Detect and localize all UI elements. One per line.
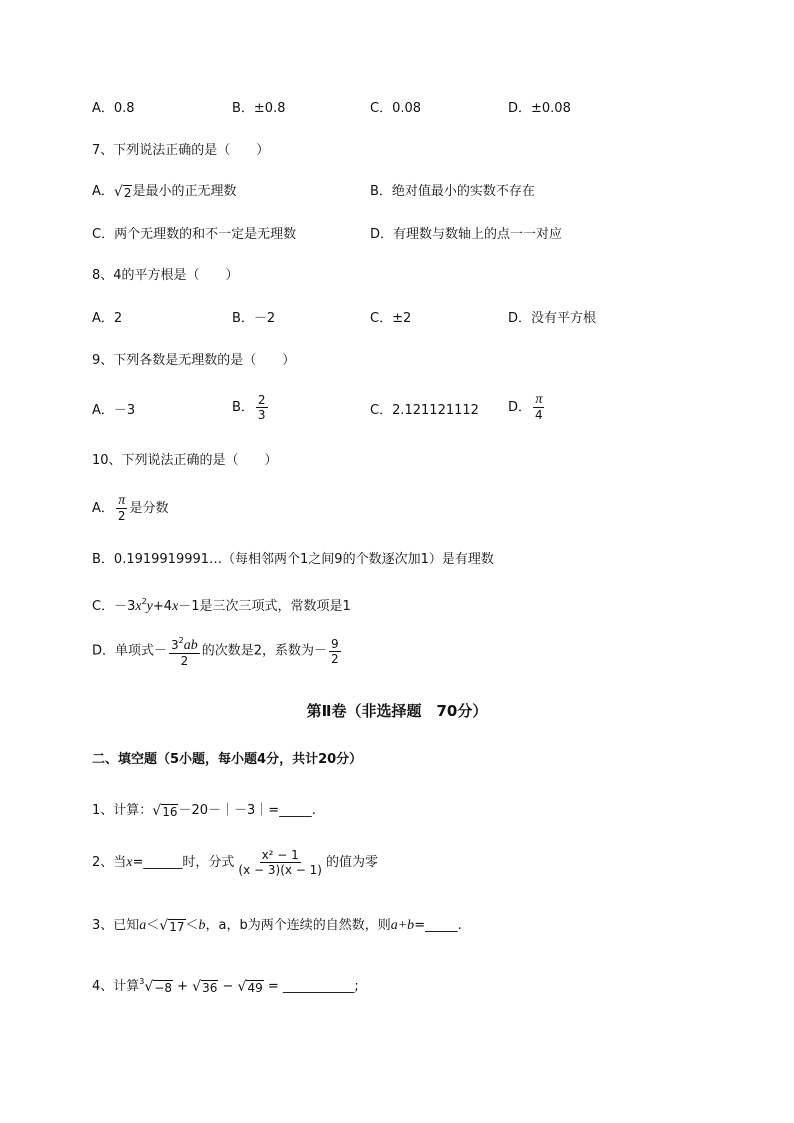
q9-stem: 9、下列各数是无理数的是（ ） bbox=[92, 353, 296, 368]
fill-question-3: 3、已知a＜ √ 17 ＜b，a，b为两个连续的自然数，则a+b=_____. bbox=[92, 917, 462, 934]
q7-option-a: A． √ 2 是最小的正无理数 bbox=[92, 183, 237, 200]
q10-option-a: A． $\frac{\pi}{2}$ 是分数 bbox=[92, 493, 169, 523]
q6-option-c: C．0.08 bbox=[370, 101, 422, 116]
section2-title: 二、填空题（5小题，每小题4分，共计20分） bbox=[92, 752, 363, 767]
q8-option-b: B．－2 bbox=[232, 311, 276, 326]
fill-question-4: 4、计算$^3$ √ −8 + √ 36 − √ 49 = ___________; bbox=[92, 977, 359, 995]
q6-option-d: D．±0.08 bbox=[508, 101, 571, 116]
fraction: $\frac{9}{2}$ bbox=[331, 636, 339, 666]
q7-option-d: D．有理数与数轴上的点一一对应 bbox=[370, 227, 563, 242]
q8-option-a: A．2 bbox=[92, 311, 123, 326]
fraction: $\frac{3^2ab}{2}$ bbox=[171, 636, 198, 668]
q8-stem: 8、4的平方根是（ ） bbox=[92, 268, 239, 283]
fraction: $\frac{\text{x² − 1}}{(x - 3)(x - 1)}$ bbox=[238, 848, 322, 877]
q9-option-b: B． $\frac{2}{3}$ bbox=[232, 393, 266, 422]
q10-option-d: D．单项式－ $\frac{3^2ab}{2}$ 的次数是2，系数为－ $\frac{9}{2}$ bbox=[92, 636, 339, 668]
fill-question-2: 2、当x=______时，分式 $\frac{\text{x² − 1}}{(x - 3)(x - 1)}$ 的值为零 bbox=[92, 848, 378, 877]
q7-stem: 7、下列说法正确的是（ ） bbox=[92, 143, 270, 158]
fill-question-1: 1、计算： √ 16 －20－｜－3｜=_____. bbox=[92, 802, 316, 819]
q7-option-b: B．绝对值最小的实数不存在 bbox=[370, 184, 535, 199]
q6-option-a: A．0.8 bbox=[92, 101, 135, 116]
q6-option-b: B．±0.8 bbox=[232, 101, 286, 116]
q10-option-c: C．$-3x^2y+4x-1$是三次三项式，常数项是1 bbox=[92, 597, 351, 614]
q10-stem: 10、下列说法正确的是（ ） bbox=[92, 453, 278, 468]
sqrt-expression: √ 2 bbox=[113, 183, 132, 200]
sqrt-expression: √ 36 bbox=[192, 978, 218, 995]
fraction: $\frac{\pi}{4}$ bbox=[535, 392, 543, 422]
cube-root-expression: √ −8 bbox=[144, 978, 172, 995]
part2-title: 第Ⅱ卷（非选择题 70分） bbox=[306, 702, 488, 720]
sqrt-expression: √ 49 bbox=[237, 978, 263, 995]
q9-option-d: D． $\frac{\pi}{4}$ bbox=[508, 392, 543, 422]
q9-option-c: C．2.121121112 bbox=[370, 403, 479, 418]
fraction: $\frac{2}{3}$ bbox=[257, 393, 266, 422]
sqrt-expression: √ 17 bbox=[159, 917, 185, 934]
fraction: $\frac{\pi}{2}$ bbox=[117, 493, 126, 523]
q9-option-a: A．－3 bbox=[92, 403, 136, 418]
sqrt-expression: √ 16 bbox=[152, 802, 178, 819]
q10-option-b: B．0.1919919991…（每相邻两个1之间9的个数逐次加1）是有理数 bbox=[92, 552, 494, 567]
q8-option-d: D．没有平方根 bbox=[508, 311, 597, 326]
q7-option-c: C．两个无理数的和不一定是无理数 bbox=[92, 227, 297, 242]
q8-option-c: C．±2 bbox=[370, 311, 412, 326]
